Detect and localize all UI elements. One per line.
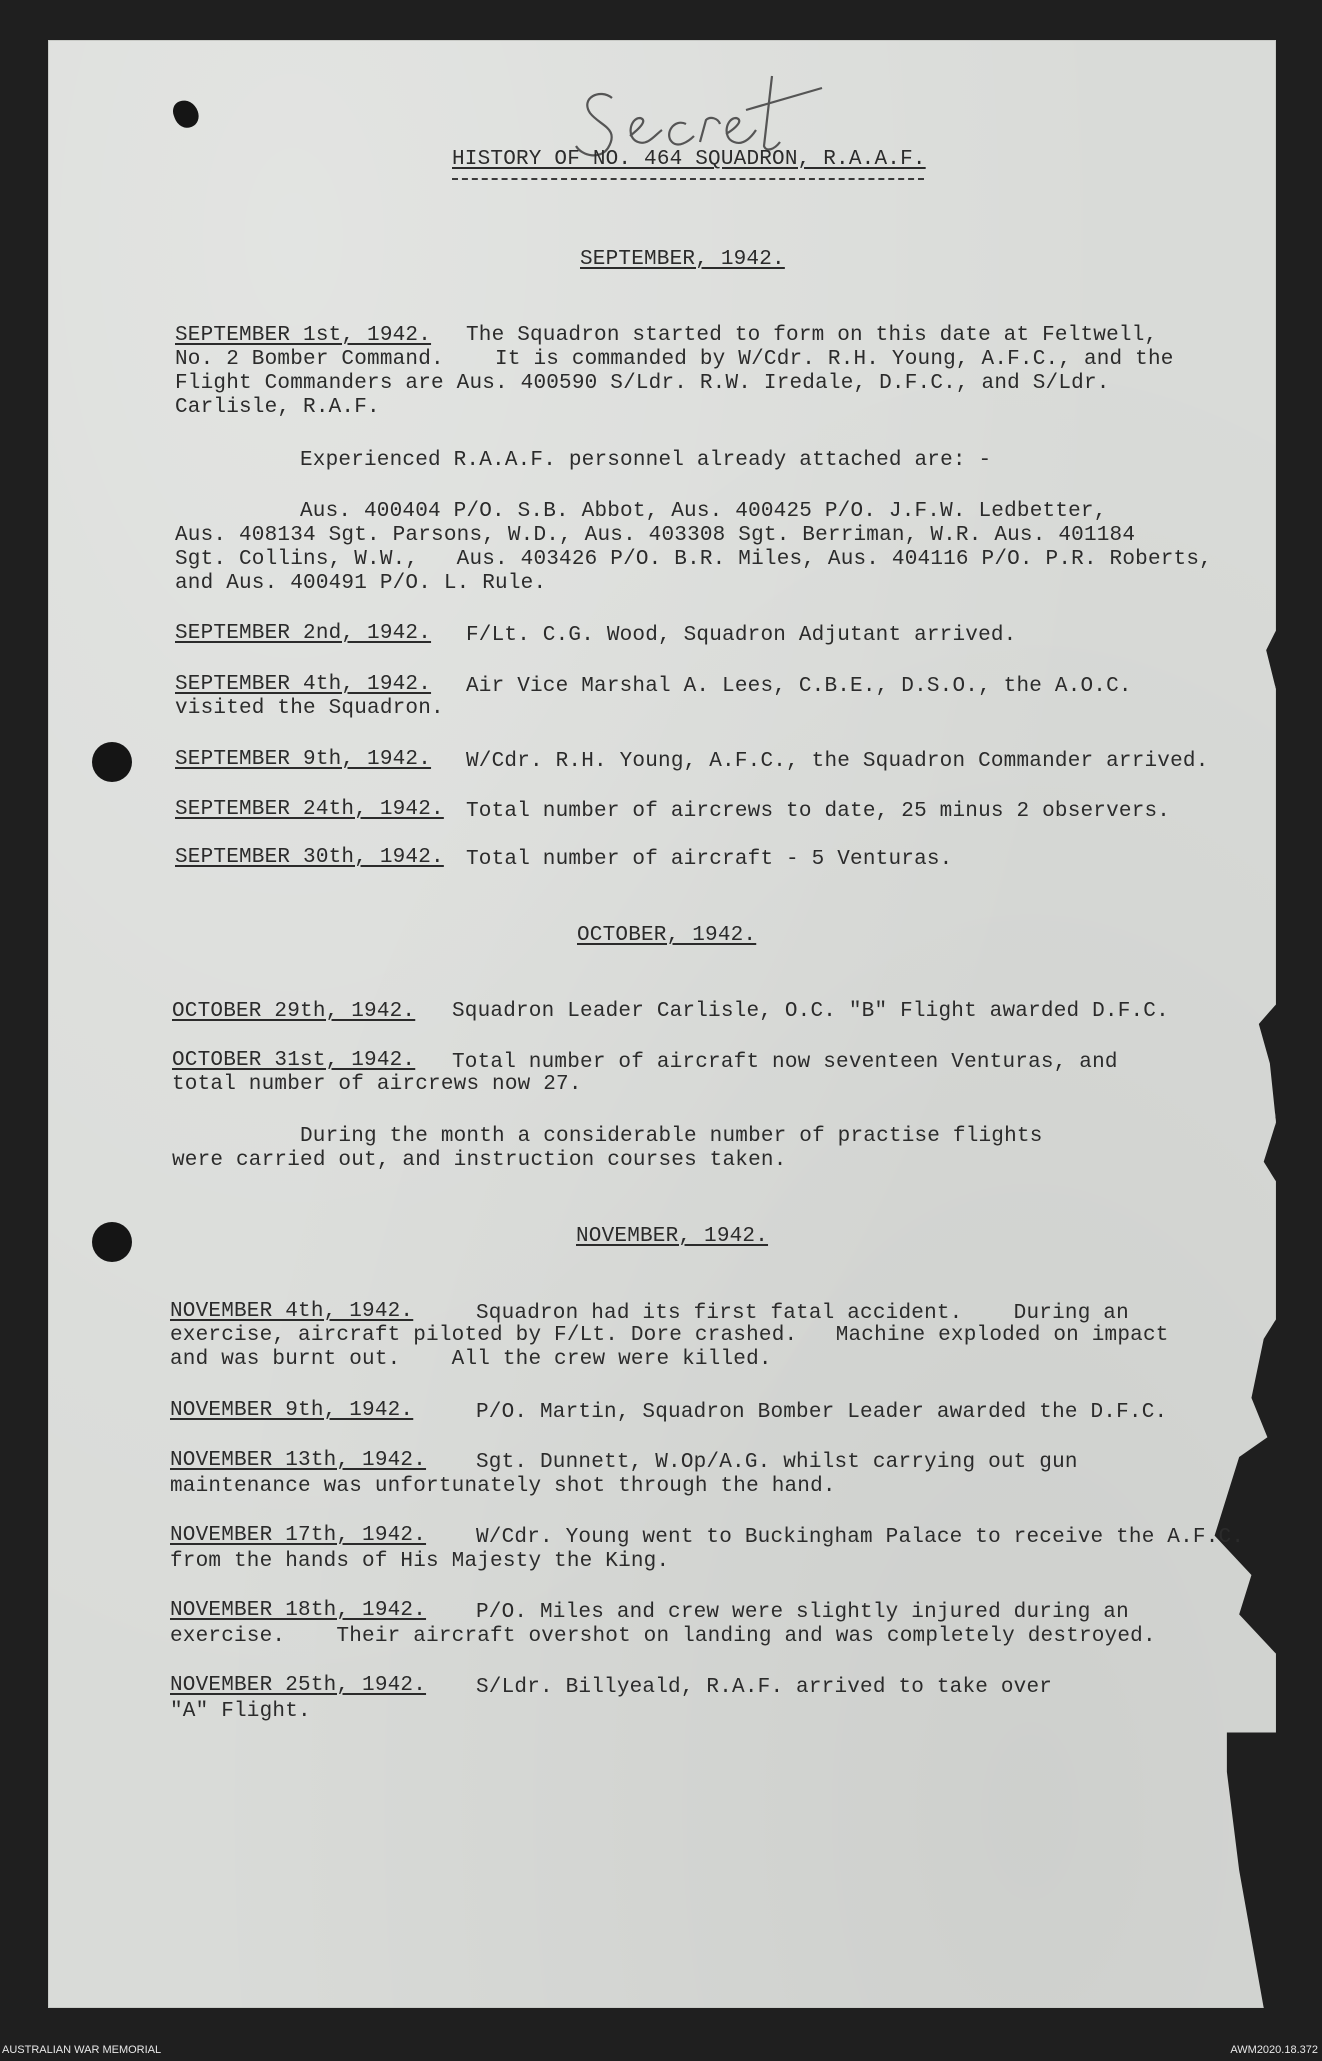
personnel-line-4: and Aus. 400491 P/O. L. Rule. xyxy=(175,572,547,595)
entry-text-sep24: Total number of aircrews to date, 25 minus 2 observers. xyxy=(466,800,1171,823)
entry-text-nov9: P/O. Martin, Squadron Bomber Leader awarded the D.F.C. xyxy=(476,1401,1168,1424)
section-heading-november: NOVEMBER, 1942. xyxy=(576,1225,769,1248)
personnel-line-1: Aus. 400404 P/O. S.B. Abbot, Aus. 400425 P/O. J.F.W. Ledbetter, xyxy=(300,500,1107,523)
document-title: HISTORY OF NO. 464 SQUADRON, R.A.A.F. xyxy=(452,148,926,171)
entry-text-sep1-line2: No. 2 Bomber Command. It is commanded by W/Cdr. R.H. Young, A.F.C., and the xyxy=(175,348,1174,371)
title-dashed-rule xyxy=(452,178,924,180)
entry-text-nov13-line2: maintenance was unfortunately shot through the hand. xyxy=(170,1475,836,1498)
personnel-intro: Experienced R.A.A.F. personnel already attached are: - xyxy=(300,449,992,472)
entry-text-sep30: Total number of aircraft - 5 Venturas. xyxy=(466,848,953,871)
entry-date-sep2: SEPTEMBER 2nd, 1942. xyxy=(175,622,432,645)
entry-text-nov25-line2: "A" Flight. xyxy=(170,1700,311,1723)
entry-text-sep1-line3: Flight Commanders are Aus. 400590 S/Ldr. R.W. Iredale, D.F.C., and S/Ldr. xyxy=(175,372,1110,395)
entry-text-sep9: W/Cdr. R.H. Young, A.F.C., the Squadron Commander arrived. xyxy=(466,750,1209,773)
entry-text-sep1-line4: Carlisle, R.A.F. xyxy=(175,396,380,419)
entry-text-nov4-line1: Squadron had its first fatal accident. During an xyxy=(476,1302,1129,1325)
entry-text-nov18-line1: P/O. Miles and crew were slightly injured during an xyxy=(476,1601,1129,1624)
entry-date-sep30: SEPTEMBER 30th, 1942. xyxy=(175,846,444,869)
punch-hole-top xyxy=(92,742,132,782)
section-heading-september: SEPTEMBER, 1942. xyxy=(580,248,785,271)
entry-text-sep2: F/Lt. C.G. Wood, Squadron Adjutant arrived. xyxy=(466,624,1017,647)
entry-text-oct29: Squadron Leader Carlisle, O.C. "B" Flight awarded D.F.C. xyxy=(452,1000,1169,1023)
entry-date-oct29: OCTOBER 29th, 1942. xyxy=(172,1000,416,1023)
october-note-line2: were carried out, and instruction courses taken. xyxy=(172,1149,787,1172)
entry-date-sep4: SEPTEMBER 4th, 1942. xyxy=(175,673,432,696)
entry-date-nov4: NOVEMBER 4th, 1942. xyxy=(170,1300,414,1323)
entry-date-nov18: NOVEMBER 18th, 1942. xyxy=(170,1599,427,1622)
entry-text-nov4-line2: exercise, aircraft piloted by F/Lt. Dore crashed. Machine exploded on impact xyxy=(170,1324,1169,1347)
entry-date-sep24: SEPTEMBER 24th, 1942. xyxy=(175,798,444,821)
punch-hole-bottom xyxy=(92,1222,132,1262)
entry-date-nov25: NOVEMBER 25th, 1942. xyxy=(170,1674,427,1697)
section-heading-october: OCTOBER, 1942. xyxy=(577,924,757,947)
entry-date-oct31: OCTOBER 31st, 1942. xyxy=(172,1049,416,1072)
entry-text-nov17-line1: W/Cdr. Young went to Buckingham Palace to receive the A.F.C. xyxy=(476,1526,1245,1549)
entry-text-sep4-line2: visited the Squadron. xyxy=(175,697,444,720)
personnel-line-3: Sgt. Collins, W.W., Aus. 403426 P/O. B.R. Miles, Aus. 404116 P/O. P.R. Roberts, xyxy=(175,548,1212,571)
entry-text-nov13-line1: Sgt. Dunnett, W.Op/A.G. whilst carrying out gun xyxy=(476,1451,1078,1474)
entry-text-sep4-line1: Air Vice Marshal A. Lees, C.B.E., D.S.O., the A.O.C. xyxy=(466,675,1132,698)
footer-accession-number: AWM2020.18.372 xyxy=(1230,2044,1318,2056)
entry-text-oct31-line1: Total number of aircraft now seventeen Venturas, and xyxy=(452,1051,1118,1074)
entry-date-sep9: SEPTEMBER 9th, 1942. xyxy=(175,748,432,771)
entry-date-nov13: NOVEMBER 13th, 1942. xyxy=(170,1449,427,1472)
entry-text-nov4-line3: and was burnt out. All the crew were killed. xyxy=(170,1348,772,1371)
entry-text-sep1-line1: The Squadron started to form on this date at Feltwell, xyxy=(466,324,1158,347)
october-note-line1: During the month a considerable number of practise flights xyxy=(300,1125,1043,1148)
entry-text-nov18-line2: exercise. Their aircraft overshot on landing and was completely destroyed. xyxy=(170,1625,1156,1648)
footer-institution: AUSTRALIAN WAR MEMORIAL xyxy=(2,2044,162,2056)
entry-text-nov25-line1: S/Ldr. Billyeald, R.A.F. arrived to take over xyxy=(476,1676,1053,1699)
personnel-line-2: Aus. 408134 Sgt. Parsons, W.D., Aus. 403308 Sgt. Berriman, W.R. Aus. 401184 xyxy=(175,524,1136,547)
entry-text-nov17-line2: from the hands of His Majesty the King. xyxy=(170,1550,670,1573)
entry-date-nov9: NOVEMBER 9th, 1942. xyxy=(170,1399,414,1422)
entry-text-oct31-line2: total number of aircrews now 27. xyxy=(172,1073,582,1096)
entry-date-sep1: SEPTEMBER 1st, 1942. xyxy=(175,324,432,347)
entry-date-nov17: NOVEMBER 17th, 1942. xyxy=(170,1524,427,1547)
